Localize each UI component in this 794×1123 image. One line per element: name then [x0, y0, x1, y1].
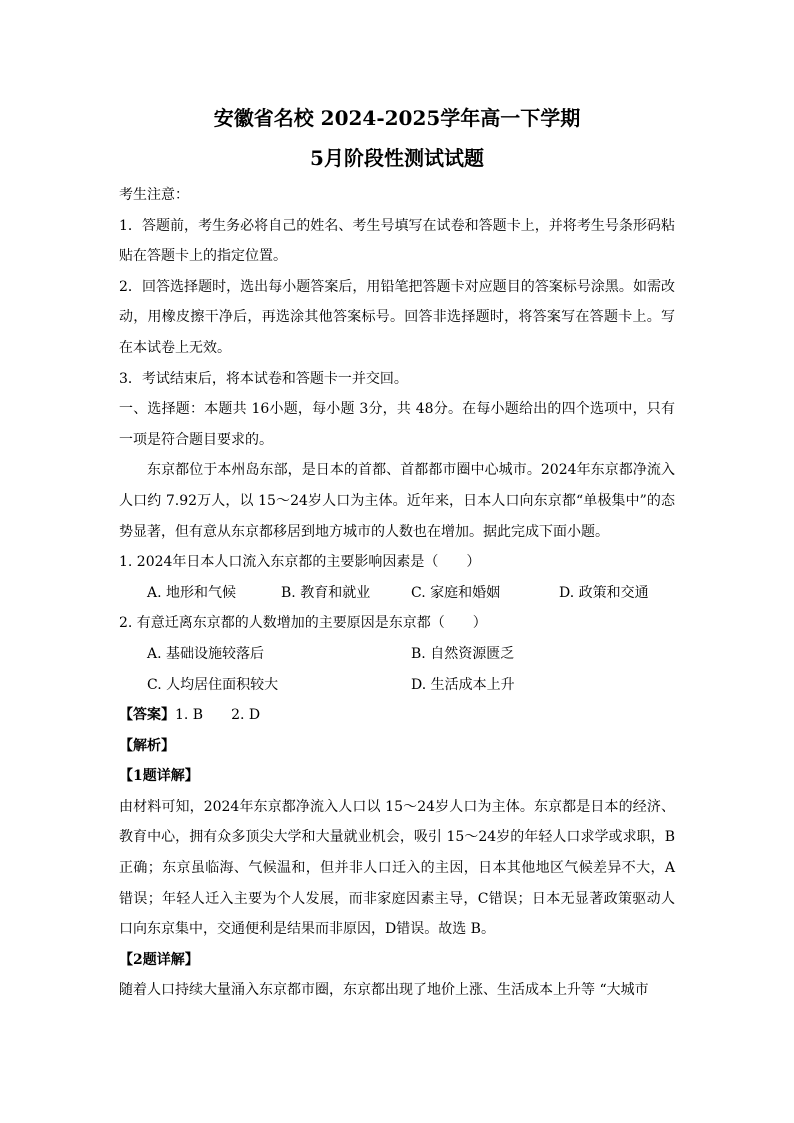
notice-item-2: 2．回答选择题时，选出每小题答案后，用铅笔把答题卡对应题目的答案标号涂黑。如需改动，用橡皮擦干净后，再选涂其他答案标号。回答非选择题时，将答案写在答题卡上。写在本试卷上无效。 — [119, 278, 675, 356]
answer-line — [119, 700, 675, 731]
question-2-options — [119, 639, 675, 700]
exam-title: 安徽省名校 2024-2025学年高一下学期 — [213, 106, 581, 130]
detail-1-text: 由材料可知，2024年东京都净流入人口以 15～24岁人口为主体。东京都是日本的经济、教育中心，拥有众多顶尖大学和大量就业机会，吸引 15～24岁的年轻人口求学或求职，B正确；东京虽临海、气候温和，但并非人口迁入的主因，日本其他地区气候差异不大，A错误；年轻人迁入主要为个人发展，而非家庭因素主导，C错误；日本无显著政策驱动人口向东京集中，交通便利是结果而非原因，D错误。故选 B。 — [119, 798, 675, 938]
answer-value: 1. B 2. D — [175, 707, 261, 724]
question-2-option-b: B. 自然资源匮乏 — [411, 645, 515, 662]
notice-item-1: 1．答题前，考生务必将自己的姓名、考生号填写在试卷和答题卡上，并将考生号条形码粘贴在答题卡上的指定位置。 — [119, 217, 675, 265]
section-heading: 一、选择题：本题共 16小题，每小题 3分，共 48分。在每小题给出的四个选项中，只有一项是符合题目要求的。 — [119, 401, 675, 448]
notice-heading: 考生注意： — [119, 187, 189, 203]
question-2-option-d: D. 生活成本上升 — [411, 676, 515, 693]
notice-item-3: 3．考试结束后，将本试卷和答题卡一并交回。 — [119, 370, 408, 387]
question-1-option-b: B. 教育和就业 — [281, 584, 371, 601]
material-paragraph: 东京都位于本州岛东部，是日本的首都、首都都市圈中心城市。2024年东京都净流入人口约 7.92万人，以 15～24岁人口为主体。近年来，日本人口向东京都“单极集中”的态势显著，但有意从东京都移居到地方城市的人数也在增加。据此完成下面小题。 — [119, 462, 675, 540]
detail-2-text: 随着人口持续大量涌入东京都市圈，东京都出现了地价上涨、生活成本上升等 “大城市 — [119, 982, 649, 999]
question-2-option-c: C. 人均居住面积较大 — [147, 676, 279, 693]
question-1-option-c: C. 家庭和婚姻 — [411, 584, 501, 601]
exam-body — [119, 180, 675, 1006]
analysis-label: 【解析】 — [119, 737, 175, 754]
question-1-option-a: A. 地形和气候 — [147, 584, 237, 601]
exam-subtitle: 5月阶段性测试试题 — [310, 146, 484, 170]
detail-2-label: 【2题详解】 — [119, 951, 199, 968]
question-1-option-d: D. 政策和交通 — [559, 584, 649, 601]
answer-label: 【答案】 — [119, 707, 175, 724]
detail-1-label: 【1题详解】 — [119, 768, 199, 785]
question-1-options — [119, 578, 675, 609]
question-2-option-a: A. 基础设施较落后 — [147, 645, 265, 662]
question-2-stem: 2. 有意迁离东京都的人数增加的主要原因是东京都（ ） — [119, 615, 487, 632]
question-1-stem: 1. 2024年日本人口流入东京都的主要影响因素是（ ） — [119, 554, 481, 571]
